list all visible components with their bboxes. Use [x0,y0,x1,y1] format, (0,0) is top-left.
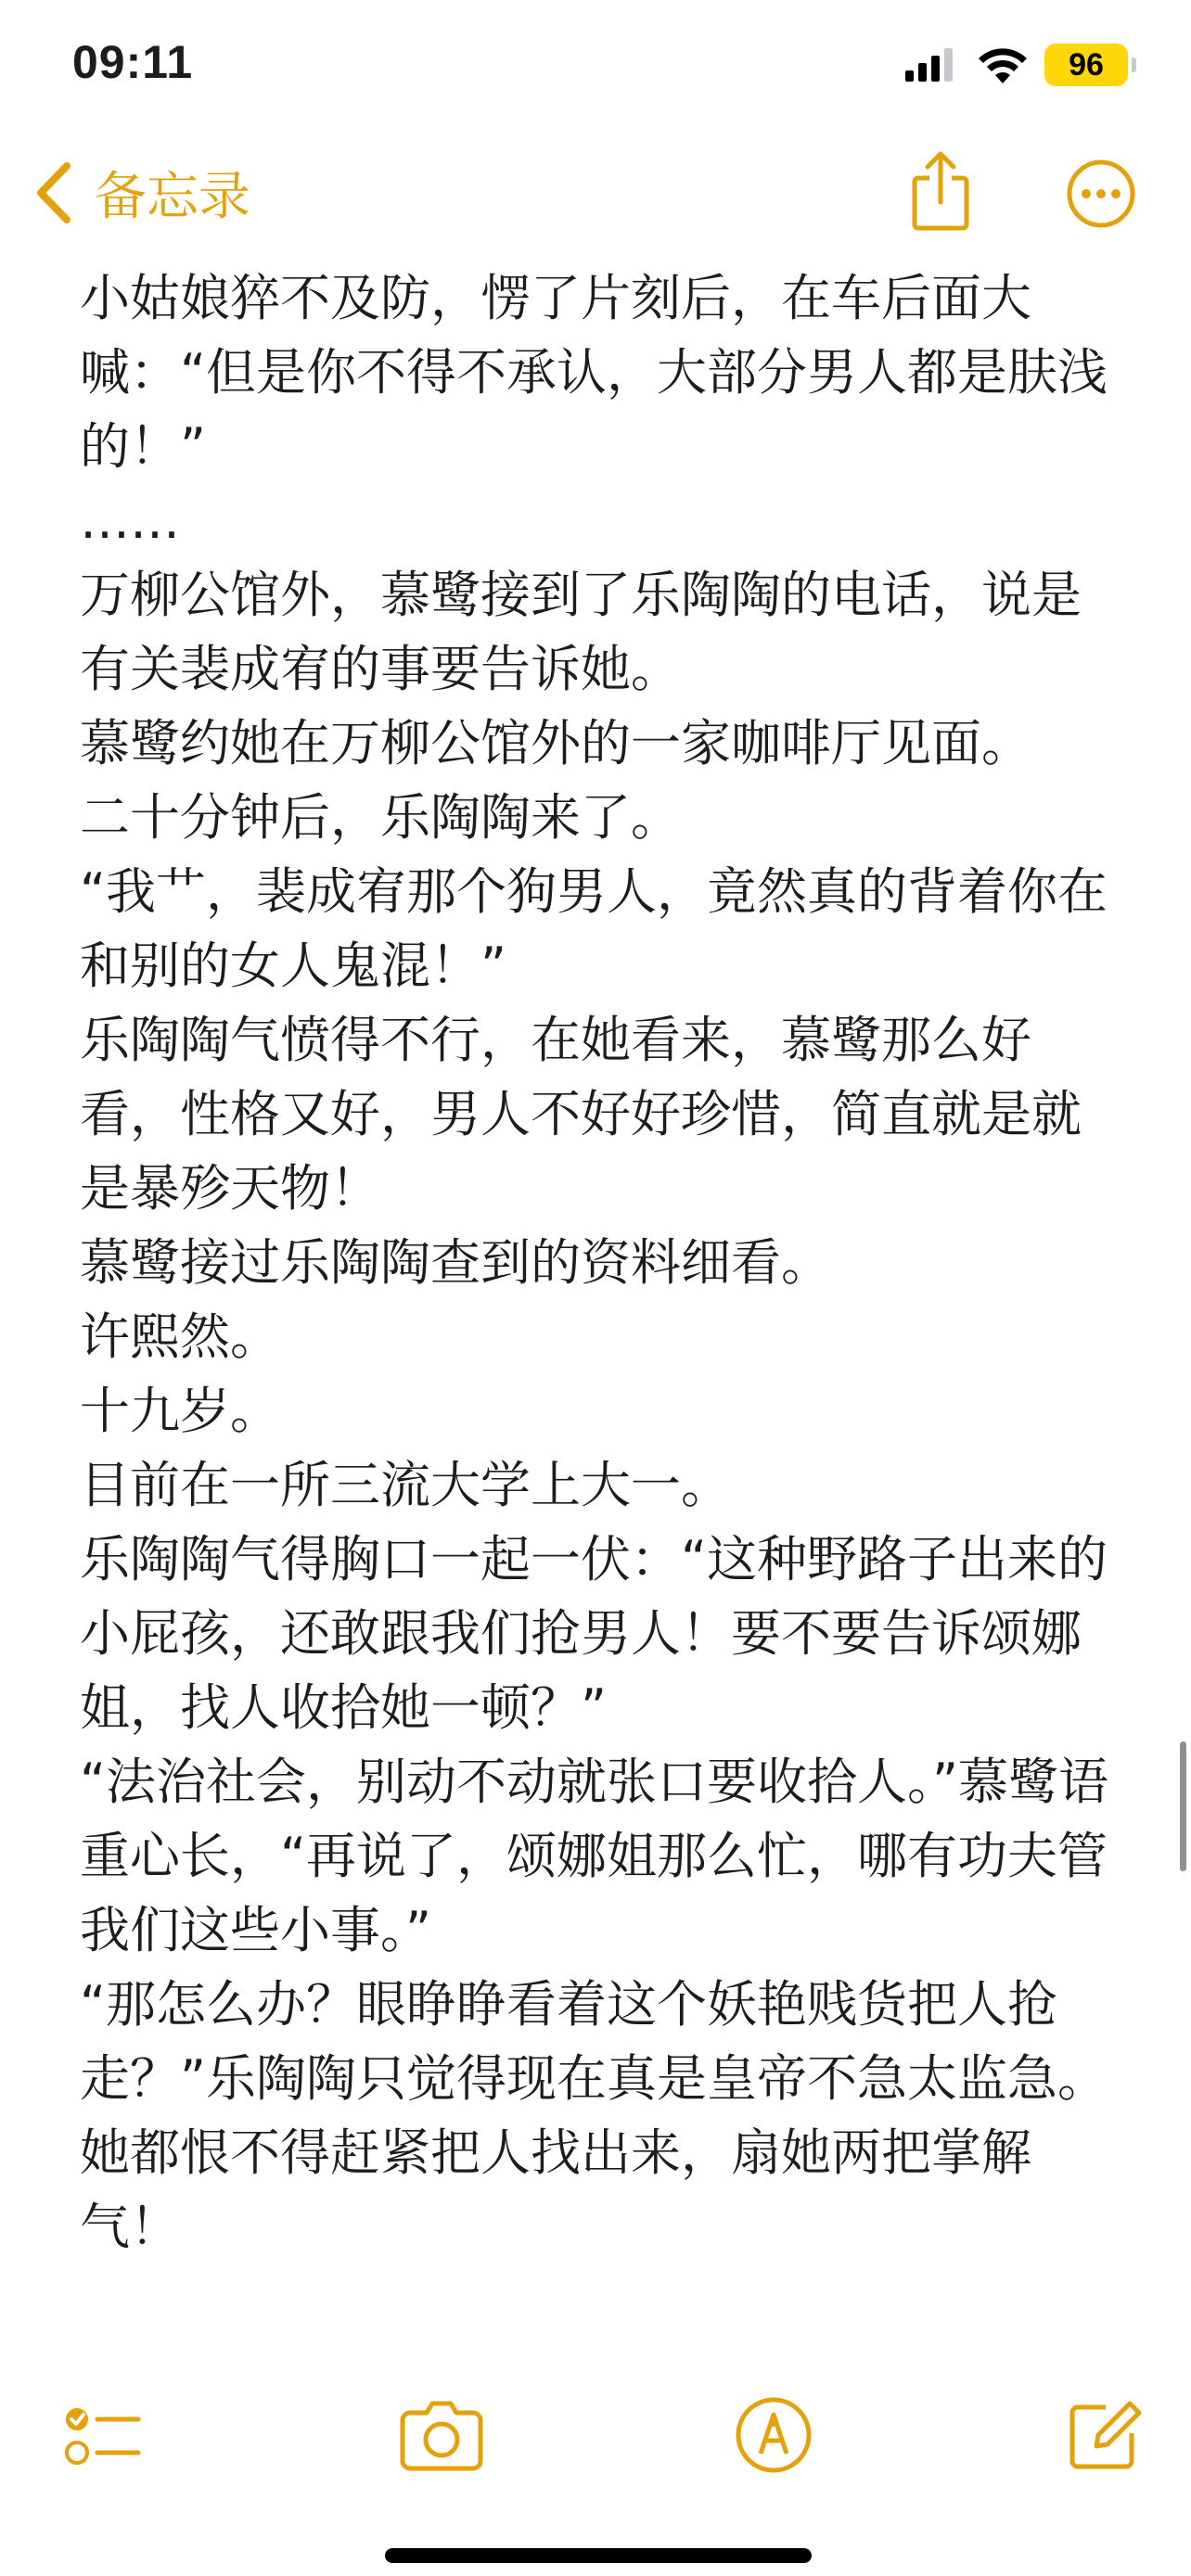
note-paragraph: 目前在一所三流大学上大一。 [80,1456,731,1514]
markup-button[interactable] [727,2389,820,2481]
note-paragraph: …… [80,491,180,550]
bottom-toolbar [0,2374,1191,2494]
camera-button[interactable] [395,2389,488,2481]
compose-icon [1065,2396,1143,2474]
wifi-icon [978,46,1028,83]
note-paragraph: “我艹，裴成宥那个狗男人，竟然真的背着你在和别的女人鬼混！” [80,862,1108,995]
markup-pen-icon [735,2396,813,2474]
checklist-button[interactable] [56,2389,148,2481]
chevron-left-icon [32,160,72,225]
note-paragraph: 乐陶陶气得胸口一起一伏：“这种野路子出来的小屁孩，还敢跟我们抢男人！要不要告诉颂娜姐，找人收拾她一顿？” [80,1530,1108,1737]
note-paragraph: “那怎么办？眼睁睁看着这个妖艳贱货把人抢走？”乐陶陶只觉得现在真是皇帝不急太监急。 [80,1975,1108,2108]
home-indicator[interactable] [385,2548,812,2563]
battery-cap [1132,57,1136,72]
battery-level: 96 [1044,44,1128,86]
note-paragraph: “法治社会，别动不动就张口要收拾人。”慕鹭语重心长，“再说了，颂娜姐那么忙，哪有功夫管我们这些小事。” [80,1753,1108,1959]
note-paragraph: 慕鹭约她在万柳公馆外的一家咖啡厅见面。 [80,714,1031,772]
camera-icon [399,2398,484,2472]
checklist-icon [60,2393,144,2477]
more-icon[interactable] [1067,159,1135,228]
share-icon[interactable] [907,148,974,232]
note-paragraph: 慕鹭接过乐陶陶查到的资料细看。 [80,1233,831,1292]
note-paragraph: 许熙然。 [80,1307,280,1366]
back-label: 备忘录 [95,167,250,227]
cellular-signal-icon [905,48,954,82]
note-paragraph: 她都恨不得赶紧把人找出来，扇她两把掌解气！ [80,2123,1031,2256]
note-paragraph: 万柳公馆外，慕鹭接到了乐陶陶的电话，说是有关裴成宥的事要告诉她。 [80,566,1082,698]
note-paragraph: 十九岁。 [80,1382,280,1440]
status-time: 09:11 [72,36,194,88]
status-bar [0,0,1191,130]
note-body[interactable] [80,261,1128,2264]
navigation-bar [0,139,1191,246]
compose-button[interactable] [1057,2389,1150,2481]
scroll-indicator[interactable] [1180,1741,1186,1871]
note-paragraph: 小姑娘猝不及防，愣了片刻后，在车后面大喊：“但是你不得不承认，大部分男人都是肤浅的！” [80,269,1108,476]
note-paragraph: 乐陶陶气愤得不行，在她看来，慕鹭那么好看，性格又好，男人不好好珍惜，简直就是就是暴殄天物！ [80,1011,1082,1218]
back-button[interactable] [32,156,250,230]
note-paragraph: 二十分钟后，乐陶陶来了。 [80,788,681,847]
